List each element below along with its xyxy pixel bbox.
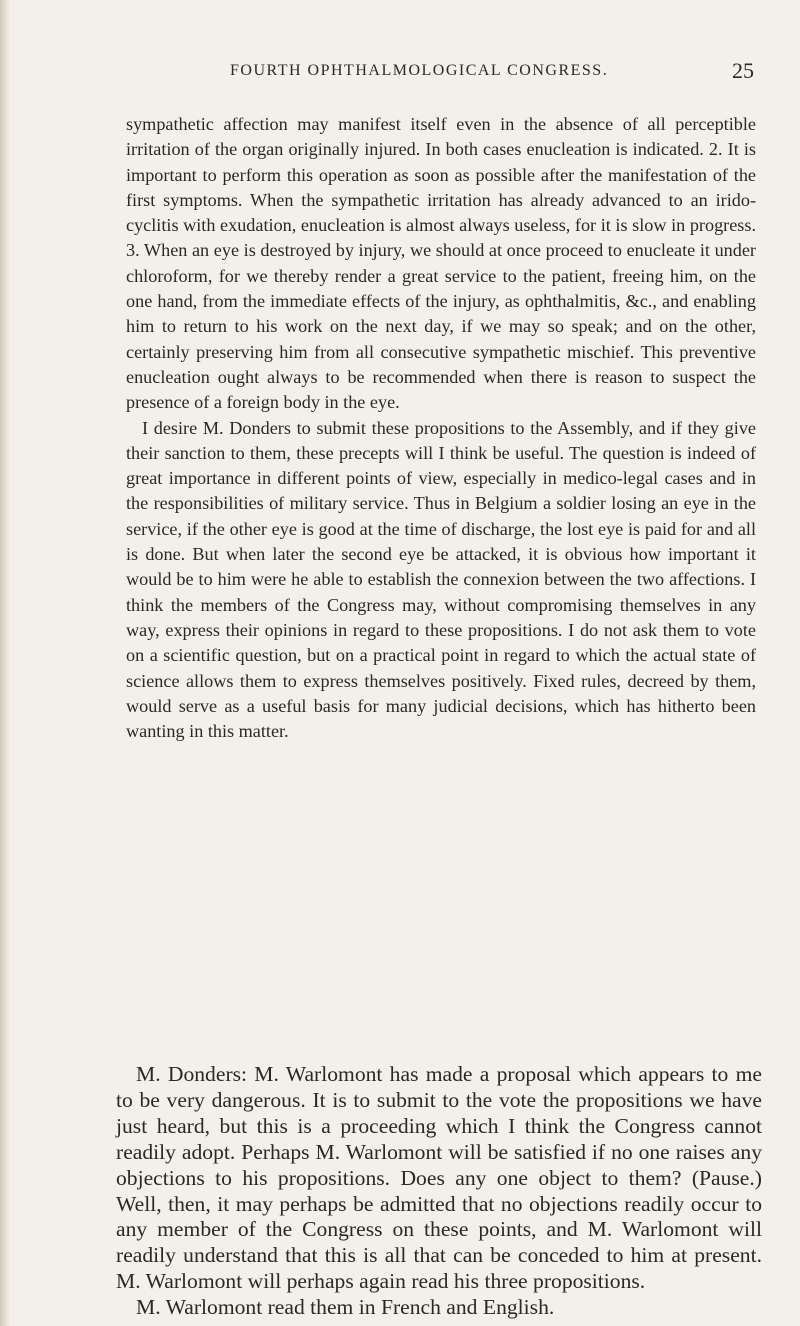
running-header — [230, 58, 754, 90]
main-text-block — [126, 112, 756, 744]
page-number: 25 — [732, 58, 754, 83]
page-binding-shadow — [0, 0, 10, 1326]
paragraph-proposal: I desire M. Donders to submit these propositions to the Assembly, and if they give their sanction to them, these precepts will I think be useful. The question is indeed of great importance in different points of view, especially in medico-legal cases and in the responsibilities of military service. Thus in Belgium a soldier losing an eye in the service, if the other eye is good at the time of discharge, the lost eye is paid for and all is done. But when later the second eye be attacked, it is obvious how important it would be to him were he able to establish the connexion between the two affections. I think the members of the Congress may, without compromising themselves in any way, express their opinions in regard to these propositions. I do not ask them to vote on a scientific question, but on a practical point in regard to which the actual state of science allows them to express themselves positively. Fixed rules, decreed by them, would serve as a useful basis for many judicial decisions, which has hitherto been wanting in this matter. — [126, 417, 756, 742]
paragraph-donders-reply: M. Donders: M. Warlomont has made a proposal which appears to me to be very dangerous. It is to submit to the vote the propositions we have just heard, but this is a proceeding which I think the Congress cannot readily adopt. Perhaps M. Warlomont will be satisfied if no one raises any objections to his propositions. Does any one object to them? (Pause.) Well, then, it may perhaps be admitted that no objections readily occur to any member of the Congress on these points, and M. Warlomont will readily understand that this is all that can be conceded to him at present. M. Warlomont will perhaps again read his three propositions. — [116, 1062, 762, 1294]
paragraph-warlomont-read: M. Warlomont read them in French and English. — [136, 1295, 555, 1320]
discussion-text-block — [116, 1062, 762, 1321]
running-title: FOURTH OPHTHALMOLOGICAL CONGRESS. — [230, 62, 609, 79]
paragraph-continued: sympathetic affection may manifest itself even in the absence of all perceptible irritation of the organ originally injured. In both cases enucleation is indicated. 2. It is important to perform this operation as soon as possible after the manifestation of the first symptoms. When the sympathetic irritation has already advanced to an irido-cyclitis with exudation, enucleation is almost always useless, for it is slow in progress. 3. When an eye is destroyed by injury, we should at once proceed to enucleate it under chloroform, for we thereby render a great service to the patient, freeing him, on the one hand, from the immediate effects of the injury, as ophthalmitis, &c., and enabling him to return to his work on the next day, if we may so speak; and on the other, certainly preserving him from all consecutive sympathetic mischief. This preventive enucleation ought always to be recommended when there is reason to suspect the presence of a foreign body in the eye. — [126, 114, 756, 413]
